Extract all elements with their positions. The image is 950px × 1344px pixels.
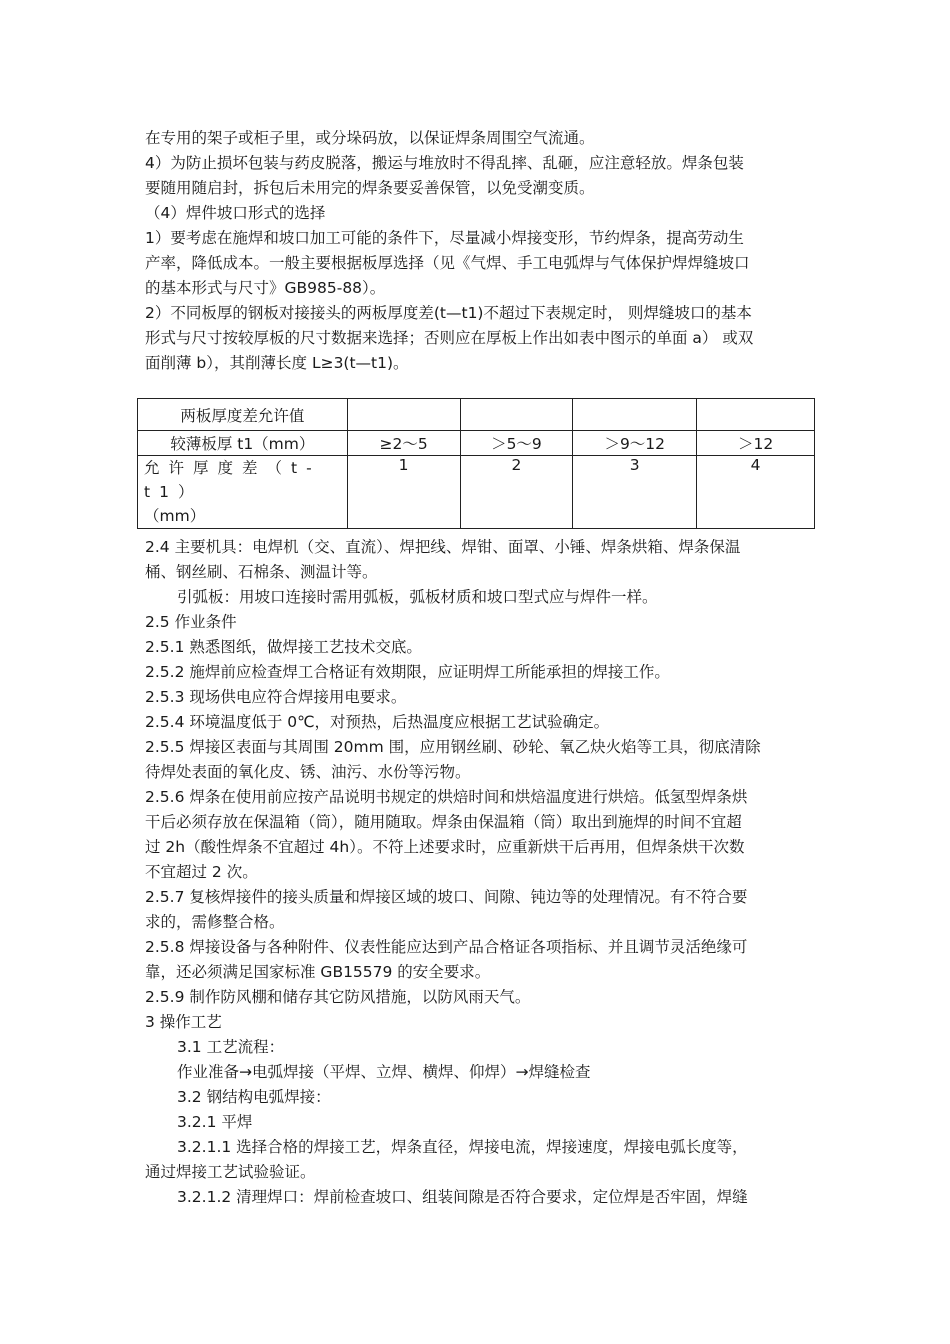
subsection-heading: 3.2 钢结构电弧焊接： — [177, 1088, 331, 1106]
subsection-heading: 3.1 工艺流程： — [177, 1038, 285, 1056]
text-line: 形式与尺寸按较厚板的尺寸数据来选择；否则应在厚板上作出如表中图示的单面 a） 或双 — [145, 329, 754, 347]
text-line: 产率，降低成本。一般主要根据板厚选择（见《气焊、手工电弧焊与气体保护焊焊缝坡口 — [145, 254, 750, 272]
text-line: 2.4 主要机具：电焊机（交、直流）、焊把线、焊钳、面罩、小锤、焊条烘箱、焊条保温 — [145, 538, 741, 556]
text-line: 2.5.8 焊接设备与各种附件、仪表性能应达到产品合格证各项指标、并且调节灵活绝缘可 — [145, 938, 748, 956]
text-line: 干后必须存放在保温箱（筒），随用随取。焊条由保温箱（筒）取出到施焊的时间不宜超 — [145, 813, 742, 831]
text-line: 面削薄 b），其削薄长度 L≥3(t—t1)。 — [145, 354, 409, 372]
text-line: 2.5.6 焊条在使用前应按产品说明书规定的烘焙时间和烘焙温度进行烘焙。低氢型焊条烘 — [145, 788, 748, 806]
table-row-label — [138, 456, 348, 529]
process-flow-text: 作业准备→电弧焊接（平焊、立焊、横焊、仰焊）→焊缝检查 — [177, 1063, 591, 1081]
table-cell: ＞5～9 — [460, 431, 573, 456]
text-line: 求的，需修整合格。 — [145, 913, 285, 931]
table-row — [138, 431, 815, 456]
table-row-label-unit: （mm） — [144, 507, 206, 525]
text-line: 靠，还必须满足国家标准 GB15579 的安全要求。 — [145, 963, 491, 981]
text-line: 过 2h（酸性焊条不宜超过 4h）。不符上述要求时，应重新烘干后再用，但焊条烘干次数 — [145, 838, 745, 856]
text-line: 2.5.7 复核焊接件的接头质量和焊接区域的坡口、间隙、钝边等的处理情况。有不符合要 — [145, 888, 748, 906]
text-line: 不宜超过 2 次。 — [145, 863, 258, 881]
table-cell — [573, 399, 697, 431]
text-line: 3.2.1.1 选择合格的焊接工艺，焊条直径，焊接电流，焊接速度，焊接电弧长度等， — [177, 1138, 748, 1156]
text-line: 4）为防止损坏包装与药皮脱落，搬运与堆放时不得乱摔、乱砸，应注意轻放。焊条包装 — [145, 154, 744, 172]
text-line: 的基本形式与尺寸》GB985-88）。 — [145, 279, 386, 297]
text-line: 2.5.5 焊接区表面与其周围 20mm 围，应用钢丝刷、砂轮、氧乙炔火焰等工具，彻底清除 — [145, 738, 761, 756]
table-row-label-line: 允许厚度差（t-t1） — [144, 459, 321, 501]
table-row — [138, 399, 815, 431]
table-cell: ≥2～5 — [347, 431, 460, 456]
section-heading: （4）焊件坡口形式的选择 — [145, 204, 326, 222]
subsection-heading: 3.2.1 平焊 — [177, 1113, 253, 1131]
table-cell — [347, 399, 460, 431]
text-line: 引弧板：用坡口连接时需用弧板，弧板材质和坡口型式应与焊件一样。 — [177, 588, 658, 606]
table-cell: 3 — [573, 456, 697, 529]
text-line: 2）不同板厚的钢板对接接头的两板厚度差(t—t1)不超过下表规定时， 则焊缝坡口的基本 — [145, 304, 752, 322]
text-line: 2.5.9 制作防风棚和储存其它防风措施，以防风雨天气。 — [145, 988, 531, 1006]
text-line: 3.2.1.2 清理焊口：焊前检查坡口、组装间隙是否符合要求，定位焊是否牢固，焊缝 — [177, 1188, 748, 1206]
table-cell — [460, 399, 573, 431]
section-heading: 3 操作工艺 — [145, 1013, 222, 1031]
text-line: 要随用随启封，拆包后未用完的焊条要妥善保管，以免受潮变质。 — [145, 179, 595, 197]
text-line: 1）要考虑在施焊和坡口加工可能的条件下，尽量减小焊接变形，节约焊条，提高劳动生 — [145, 229, 744, 247]
text-line: 2.5.3 现场供电应符合焊接用电要求。 — [145, 688, 407, 706]
table-header-cell: 两板厚度差允许值 — [138, 399, 348, 431]
text-line: 通过焊接工艺试验验证。 — [145, 1163, 316, 1181]
text-line: 待焊处表面的氧化皮、锈、油污、水份等污物。 — [145, 763, 471, 781]
table-cell: ＞12 — [697, 431, 815, 456]
table-cell: 1 — [347, 456, 460, 529]
thickness-difference-table — [137, 398, 815, 529]
text-line: 桶、钢丝刷、石棉条、测温计等。 — [145, 563, 378, 581]
table-row — [138, 456, 815, 529]
text-line: 2.5.1 熟悉图纸，做焊接工艺技术交底。 — [145, 638, 422, 656]
section-heading: 2.5 作业条件 — [145, 613, 237, 631]
table-cell: 4 — [697, 456, 815, 529]
text-line: 在专用的架子或柜子里，或分垛码放，以保证焊条周围空气流通。 — [145, 129, 595, 147]
text-line: 2.5.4 环境温度低于 0℃，对预热，后热温度应根据工艺试验确定。 — [145, 713, 610, 731]
table-cell: ＞9～12 — [573, 431, 697, 456]
text-line: 2.5.2 施焊前应检查焊工合格证有效期限，应证明焊工所能承担的焊接工作。 — [145, 663, 670, 681]
table-row-label: 较薄板厚 t1（mm） — [138, 431, 348, 456]
table-cell: 2 — [460, 456, 573, 529]
table-cell — [697, 399, 815, 431]
